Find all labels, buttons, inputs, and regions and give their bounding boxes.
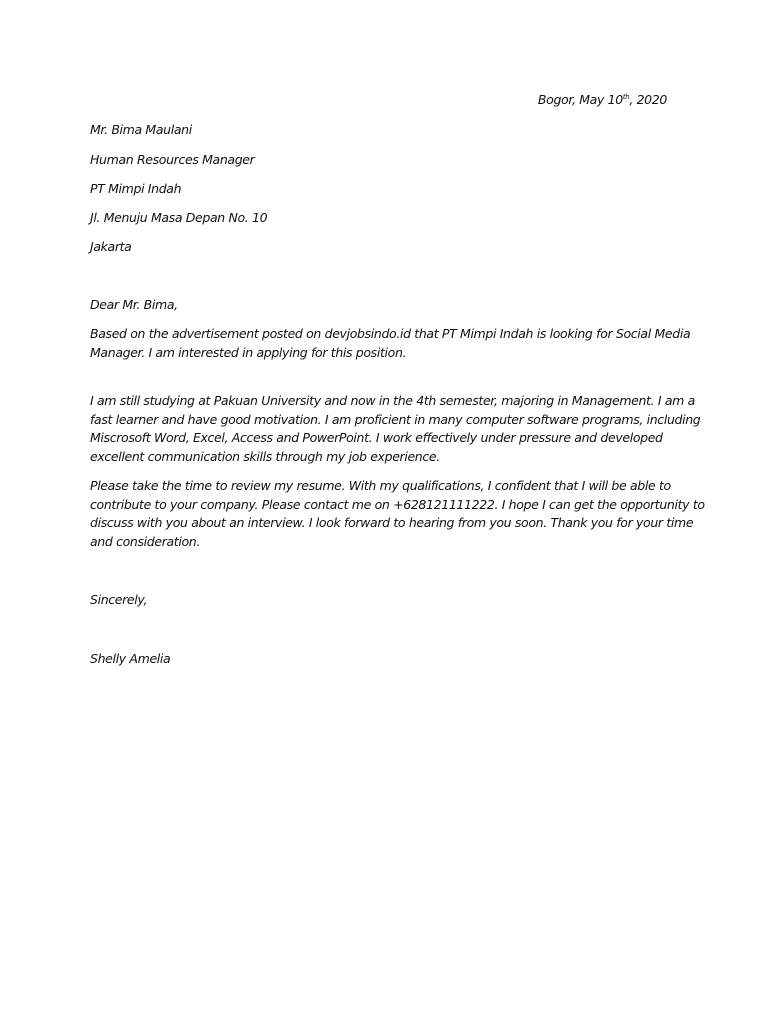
paragraph-line: and consideration. [90, 533, 200, 549]
date-day: Bogor, May 10 [537, 92, 623, 107]
paragraph-line: Based on the advertisement posted on devjobsindo.id that PT Mimpi Indah is looking for Social Media [90, 326, 691, 341]
paragraph-line: contribute to your company. Please contact me on +628121111222. I hope I can get the opportunity to [90, 496, 705, 512]
recipient-company: PT Mimpi Indah [90, 181, 182, 196]
salutation: Dear Mr. Bima, [90, 297, 178, 312]
recipient-city: Jakarta [90, 239, 132, 254]
paragraph-line: Please take the time to review my resume. With my qualifications, I confident that I will be able to [90, 478, 671, 493]
paragraph-line: I am still studying at Pakuan University and now in the 4th semester, majoring in Management. I am a [90, 393, 695, 408]
paragraph-request [90, 477, 705, 551]
recipient-street: Jl. Menuju Masa Depan No. 10 [90, 210, 268, 225]
recipient-title: Human Resources Manager [90, 152, 255, 167]
closing: Sincerely, [90, 592, 148, 607]
paragraph-background [90, 392, 701, 466]
paragraph-intro [90, 325, 691, 362]
paragraph-line: excellent communication skills through my job experience. [90, 448, 440, 464]
letter-date [538, 91, 667, 109]
paragraph-line: Miscrosoft Word, Excel, Access and PowerPoint. I work effectively under pressure and developed [90, 430, 663, 445]
paragraph-line: discuss with you about an interview. I look forward to hearing from you soon. Thank you for your time [90, 515, 694, 530]
signature-name: Shelly Amelia [90, 651, 171, 666]
paragraph-line: Manager. I am interested in applying for this position. [90, 344, 407, 360]
paragraph-line: fast learner and have good motivation. I am proficient in many computer software programs, including [90, 411, 701, 427]
recipient-name: Mr. Bima Maulani [90, 122, 192, 137]
date-year: , 2020 [629, 92, 667, 107]
date-ordinal: th [622, 93, 630, 101]
